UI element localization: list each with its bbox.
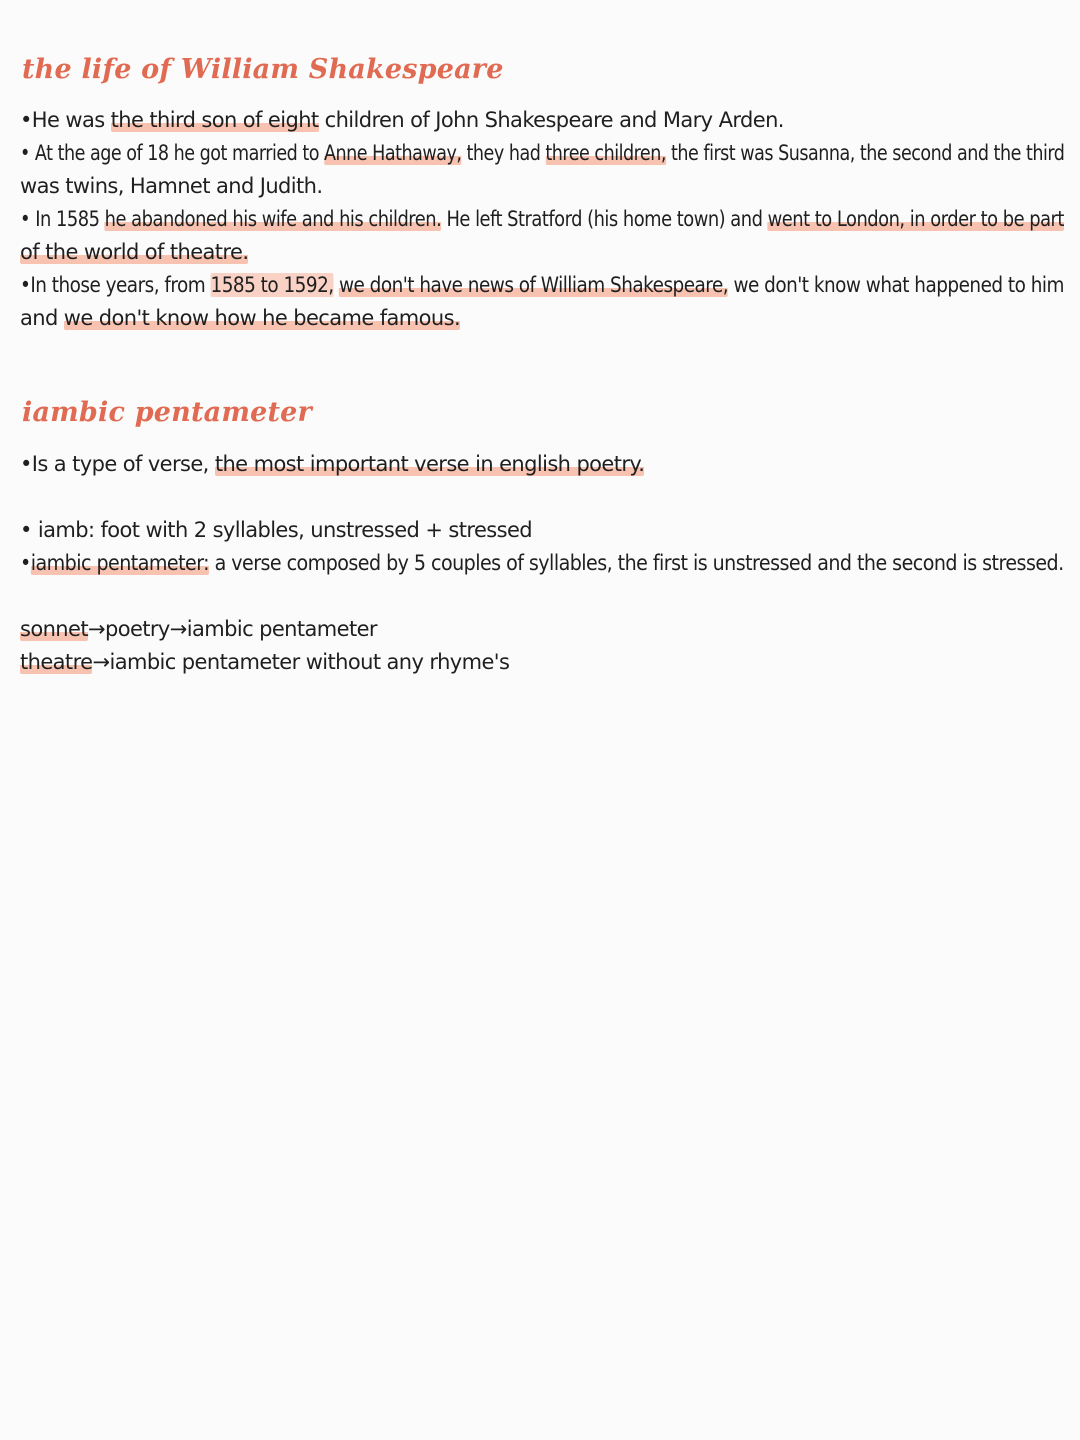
text-run: • In 1585 <box>20 207 105 231</box>
text-run: children of John Shakespeare and Mary Arden. <box>318 108 784 132</box>
text-run: and <box>20 306 64 330</box>
highlight: of the world of theatre. <box>20 240 249 264</box>
text-run: • <box>20 551 31 575</box>
shakespeare-line-5 <box>20 238 248 266</box>
shakespeare-line-6 <box>20 271 1064 299</box>
highlight: three children, <box>545 141 666 165</box>
highlight: we don't have news of William Shakespeare, <box>338 273 729 297</box>
highlight: iambic pentameter: <box>30 551 210 575</box>
highlight: Anne Hathaway, <box>324 141 462 165</box>
section-heading-shakespeare: the life of William Shakespeare <box>22 54 504 85</box>
text-run: a verse composed by 5 couples of syllables, the first is unstressed and the second is stressed. <box>209 551 1064 575</box>
text-run: we don't know what happened to him <box>728 273 1064 297</box>
highlight: 1585 to 1592, <box>210 273 334 297</box>
shakespeare-line-7 <box>20 304 460 332</box>
highlight: went to London, in order to be part <box>767 207 1064 231</box>
highlight: the most important verse in english poetry. <box>214 452 645 476</box>
highlight: he abandoned his wife and his children. <box>104 207 442 231</box>
shakespeare-line-3 <box>20 172 322 200</box>
text-run: →poetry→iambic pentameter <box>87 617 377 641</box>
text-run: •In those years, from <box>20 273 211 297</box>
text-run: the first was Susanna, the second and the third <box>665 141 1065 165</box>
pentameter-line-3 <box>20 549 1064 577</box>
shakespeare-line-2 <box>20 139 1064 167</box>
text-run: •He was <box>20 108 111 132</box>
text-run: •Is a type of verse, <box>20 452 215 476</box>
text-run: • At the age of 18 he got married to <box>20 141 325 165</box>
text-run: He left Stratford (his home town) and <box>441 207 768 231</box>
pentameter-line-4 <box>20 615 377 643</box>
text-run: was twins, Hamnet and Judith. <box>20 174 323 198</box>
highlight: the third son of eight <box>110 108 319 132</box>
highlight: we don't know how he became famous. <box>63 306 461 330</box>
text-run: →iambic pentameter without any rhyme's <box>92 650 510 674</box>
shakespeare-line-4 <box>20 205 1064 233</box>
text-run: • iamb: foot with 2 syllables, unstressed + stressed <box>20 518 533 542</box>
shakespeare-line-1 <box>20 106 784 134</box>
section-heading-iambic-pentameter: iambic pentameter <box>22 397 312 428</box>
pentameter-line-2 <box>20 516 532 544</box>
text-run: they had <box>461 141 546 165</box>
pentameter-line-1 <box>20 450 644 478</box>
highlight: theatre <box>20 650 93 674</box>
pentameter-line-5 <box>20 648 509 676</box>
highlight: sonnet <box>20 617 88 641</box>
